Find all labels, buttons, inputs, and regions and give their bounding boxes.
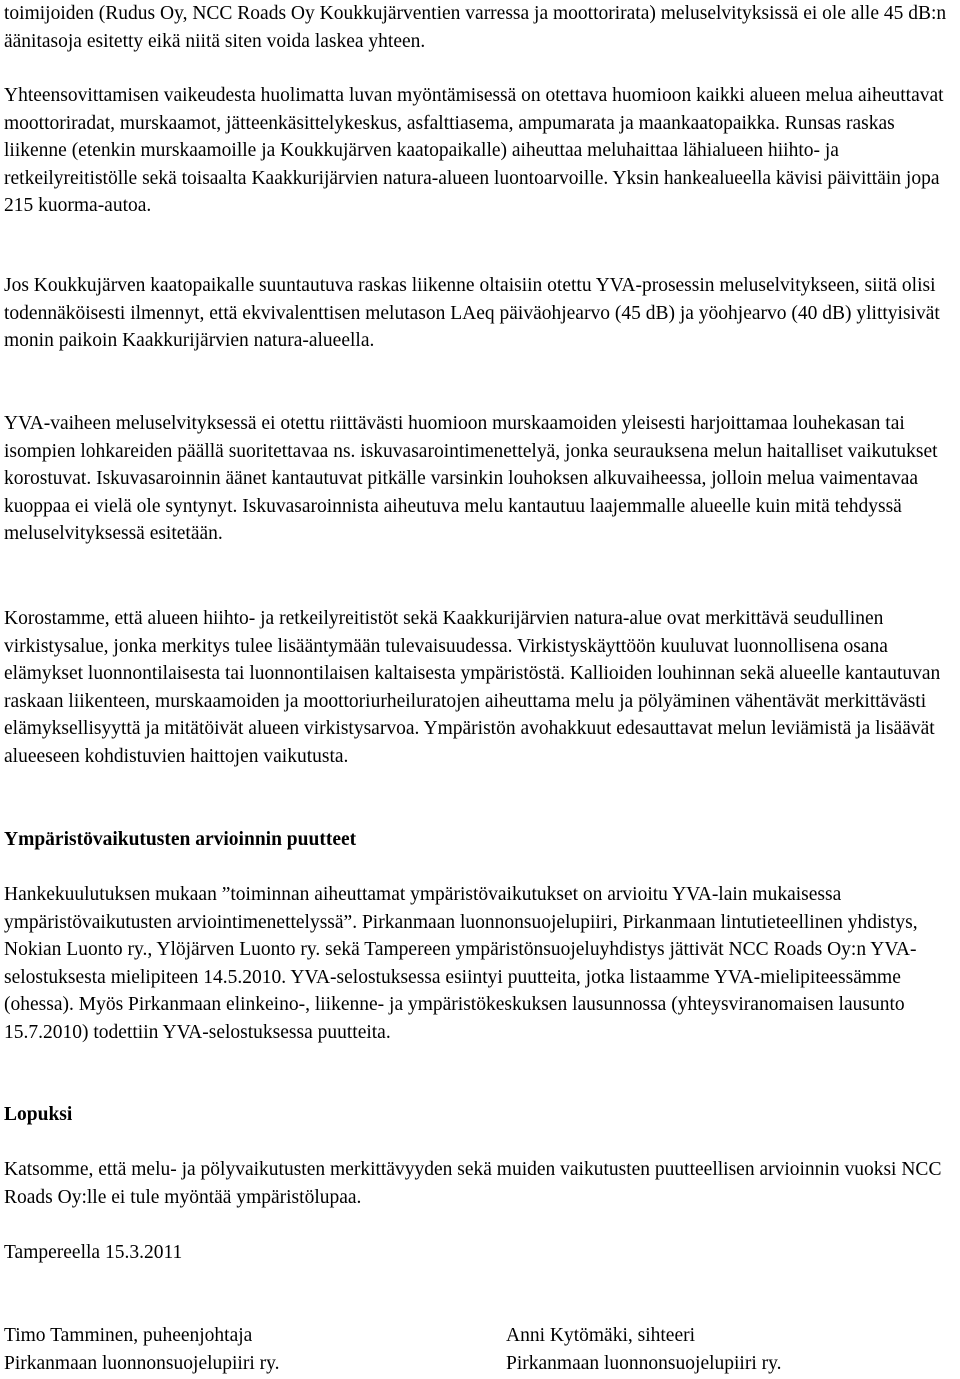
paragraph-1: toimijoiden (Rudus Oy, NCC Roads Oy Koukkujärventien varressa ja moottorirata) meluselvityksissä ei ole alle 45 dB:n äänitasoja esitetty eikä niitä siten voida laskea yhteen. [4,3,947,52]
paragraph-2: Yhteensovittamisen vaikeudesta huolimatta luvan myöntämisessä on otettava huomioon kaikki alueen melua aiheuttavat moottoriradat, murskaamot, jätteenkäsittelykeskus, asfalttiasema, ampumarata ja maankaatopaikka. Runsas raskas liikenne (etenkin murskaamoille ja Koukkujärven kaatopaikalle) aiheuttaa meluhaittaa lähialueen hiihto- ja retkeilyreitistölle sekä toisaalta Kaakkurijärvien natura-alueen luontoarvoille. Yksin hankealueella kävisi päivittäin jopa 215 kuorma-autoa. [4,85,944,216]
signer-name: Anni Kytömäki, sihteeri [506,1325,696,1346]
heading-assessment-deficiencies: Ympäristövaikutusten arvioinnin puutteet [4,829,357,850]
paragraph-5: Korostamme, että alueen hiihto- ja retkeilyreitistöt sekä Kaakkurijärvien natura-alue ovat merkittävä seudullinen virkistysalue, jonka merkitys tulee lisääntymään tulevaisuudessa. Virkistyskäyttöön kuuluvat luonnollisena osana elämykset luonnontilaisesta tai luonnontilaisen kaltaisesta ympäristöstä. Kallioiden louhinnan sekä alueelle kantautuvan raskaan liikenteen, murskaamoiden ja moottoriurheiluratojen aiheuttama melu ja pölyäminen vähentävät merkittävästi elämyksellisyyttä ja mitätöivät alueen virkistysarvoa. Ympäristön avohakkuut edesauttavat melun leviämistä ja lisäävät alueeseen kohdistuvien haittojen vaikutusta. [4,608,941,767]
place-date: Tampereella 15.3.2011 [4,1242,183,1263]
signer-organization: Pirkanmaan luonnonsuojelupiiri ry. [506,1352,782,1374]
signer-name: Timo Tamminen, puheenjohtaja [4,1325,253,1346]
signer-organization: Pirkanmaan luonnonsuojelupiiri ry. [4,1352,280,1374]
paragraph-7: Katsomme, että melu- ja pölyvaikutusten merkittävyyden sekä muiden vaikutusten puutteellisen arvioinnin vuoksi NCC Roads Oy:lle ei tule myöntää ympäristölupaa. [4,1159,942,1208]
signature-block-chair [4,1322,280,1377]
heading-conclusion: Lopuksi [4,1104,73,1125]
paragraph-4: YVA-vaiheen meluselvityksessä ei otettu riittävästi huomioon murskaamoiden yleisesti harjoittamaa louhekasan tai isompien lohkareiden päällä suoritettavaa ns. iskuvasarointimenettelyä, jonka seurauksena melun haitalliset vaikutukset korostuvat. Iskuvasaroinnin äänet kantautuvat pitkälle varsinkin louhoksen alkuvaiheessa, jolloin melua vaimentavaa kuoppaa ei vielä ole syntynyt. Iskuvasaroinnista aiheutuva melu kantautuu laajemmalle alueelle kuin mitä tehdyssä meluselvityksessä esitetään. [4,413,938,544]
paragraph-3: Jos Koukkujärven kaatopaikalle suuntautuva raskas liikenne oltaisiin otettu YVA-prosessin meluselvitykseen, siitä olisi todennäköisesti ilmennyt, että ekvivalenttisen melutason LAeq päiväohjearvo (45 dB) ja yöohjearvo (40 dB) ylittyisivät monin paikoin Kaakkurijärvien natura-alueella. [4,275,940,351]
signature-block-secretary [506,1322,782,1377]
paragraph-6: Hankekuulutuksen mukaan ”toiminnan aiheuttamat ympäristövaikutukset on arvioitu YVA-lain mukaisessa ympäristövaikutusten arviointimenettelyssä”. Pirkanmaan luonnonsuojelupiiri, Pirkanmaan lintutieteellinen yhdistys, Nokian Luonto ry., Ylöjärven Luonto ry. sekä Tampereen ympäristönsuojeluyhdistys jättivät NCC Roads Oy:n YVA-selostuksesta mielipiteen 14.5.2010. YVA-selostuksessa esiintyi puutteita, jotka listaamme YVA-mielipiteessämme (ohessa). Myös Pirkanmaan elinkeino-, liikenne- ja ympäristökeskuksen lausunnossa (yhteysviranomaisen lausunto 15.7.2010) todettiin YVA-selostuksessa puutteita. [4,884,918,1043]
